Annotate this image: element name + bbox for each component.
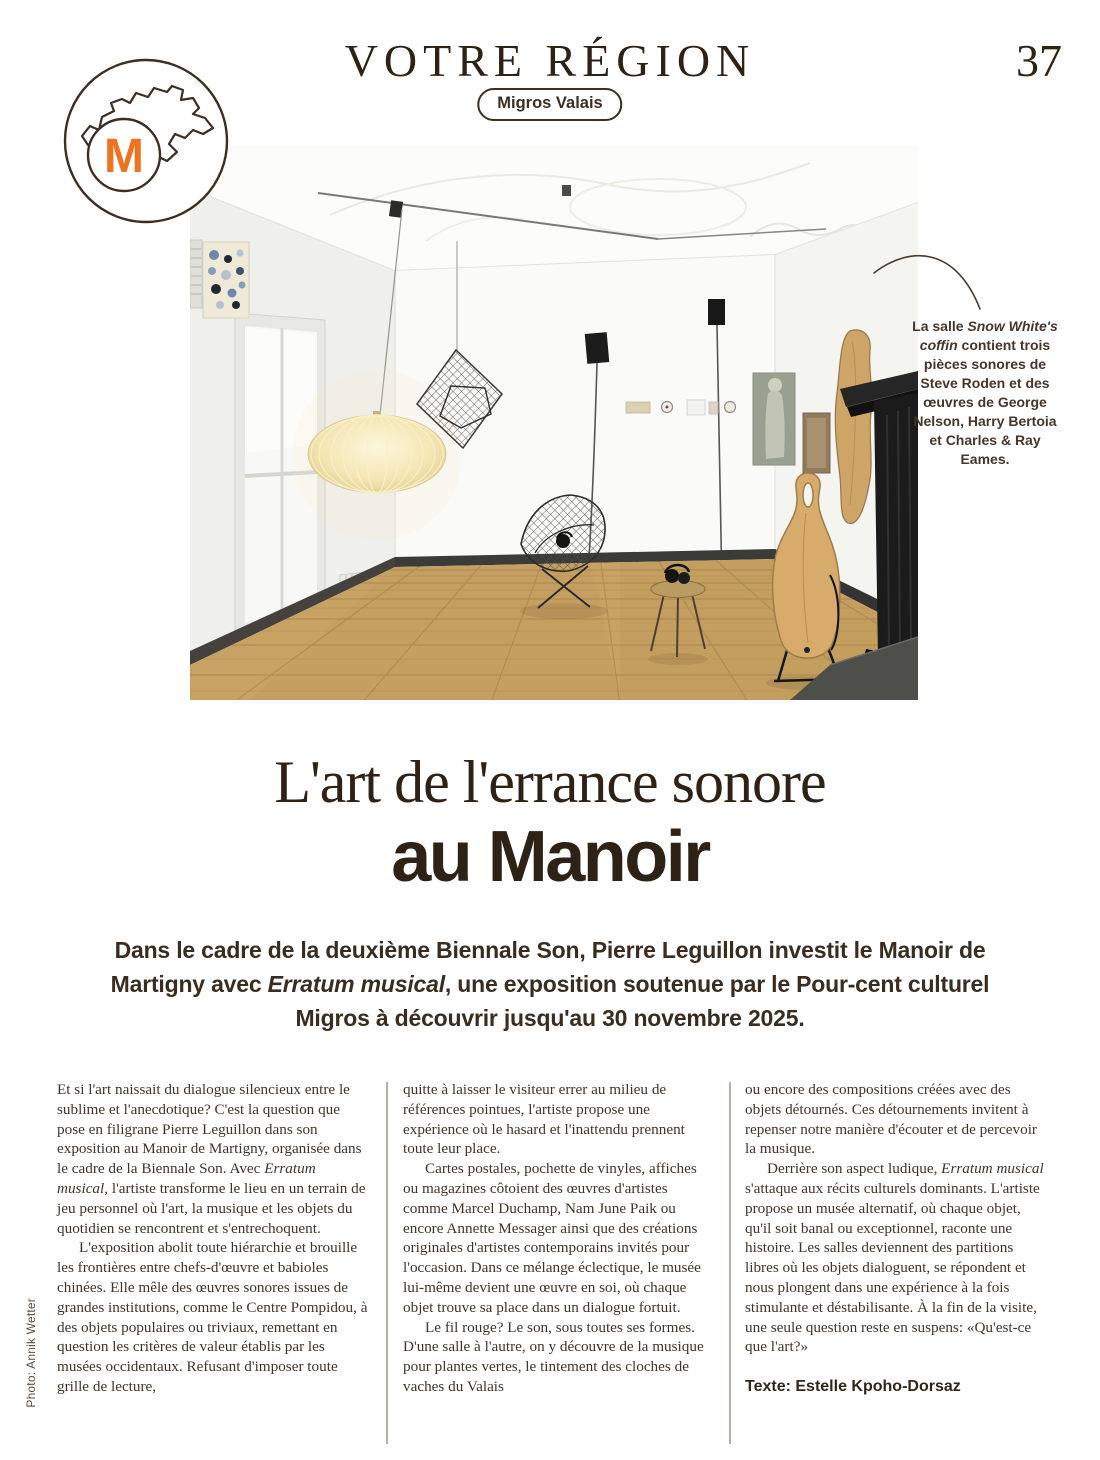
headline-bold: au Manoir — [391, 817, 709, 897]
dot-artwork — [190, 240, 249, 318]
caption-pointer-line — [868, 243, 998, 323]
paragraph: ou encore des compositions créées avec des objets détournés. Ces détournements invitent à repenser notre manière d'écouter et de percevoir la musique. — [745, 1081, 1037, 1158]
paragraph: Le fil rouge? Le son, sous toutes ses formes. D'une salle à l'autre, on y découvre de la musique pour plantes vertes, le tintement des cloches de vaches du Valais — [403, 1318, 704, 1395]
paragraph: Derrière son aspect ludique, Erratum musical s'attaque aux récits culturels dominants. L'artiste propose un musée alternatif, où chaque objet, qu'il soit banal ou exceptionnel, raconte une histoire. Les salles deviennent des partitions libres où les objets dialoguent, se répondent et nous plongent dans une expérience à la fois stimulante et déstabilisante. À la fin de la visite, une seule question reste en suspens: «Qu'est-ce que l'art?» — [745, 1160, 1044, 1356]
column-rule-1 — [386, 1082, 388, 1444]
migros-region-logo — [62, 57, 230, 225]
column-rule-2 — [729, 1082, 731, 1444]
small-frame — [803, 413, 830, 473]
portrait-picture — [753, 373, 795, 465]
lead-paragraph: Dans le cadre de la deuxième Biennale Son, Pierre Leguillon investit le Manoir de Martigny avec Erratum musical, une exposition soutenue par le Pour-cent culturel Migros à découvrir jusqu'au 30 novembre 2025. — [110, 937, 990, 1031]
logo-m-letter: M — [104, 130, 144, 183]
article-column-3 — [745, 1080, 1048, 1397]
paragraph: Cartes postales, pochette de vinyles, affiches ou magazines côtoient des œuvres d'artistes comme Marcel Duchamp, Nam June Paik ou encore Annette Messager ainsi que des créations originales d'artistes contemporains invités pour l'occasion. Dans ce mélange éclectique, le musée lui-même devient une œuvre en soi, où chaque objet trouve sa place dans un dialogue fortuit. — [403, 1160, 701, 1316]
photo-credit: Photo: Annik Wetter — [24, 1298, 38, 1408]
article-byline: Texte: Estelle Kpoho-Dorsaz — [745, 1378, 961, 1396]
paragraph: L'exposition abolit toute hiérarchie et brouille les frontières entre chefs-d'œuvre et babioles chinées. Elle mêle des œuvres sonores issues de grandes institutions, comme le Centre Pompidou, à des objets populaires ou triviaux, remettant en question les critères de valeur établis par les musées occidentaux. Refusant d'imposer toute grille de lecture, — [57, 1239, 368, 1395]
photo-caption: La salle Snow White's coffin contient trois pièces sonores de Steve Roden et des œuvres de George Nelson, Harry Bertoia et Charles & Ray Eames. — [912, 318, 1058, 467]
masthead-badge: Migros Valais — [477, 88, 622, 121]
article-column-2 — [403, 1080, 715, 1397]
paragraph: quitte à laisser le visiteur errer au milieu de références pointues, l'artiste propose une expérience où le hasard et l'inattendu prennent toute leur place. — [403, 1081, 685, 1158]
article-column-1 — [57, 1080, 370, 1397]
page-number: 37 — [1016, 35, 1062, 86]
wood-wall-sculpture — [835, 330, 872, 524]
masthead-section-title: VOTRE RÉGION — [344, 35, 756, 86]
headline-serif: L'art de l'errance sonore — [274, 749, 826, 815]
paragraph: Et si l'art naissait du dialogue silencieux entre le sublime et l'anecdotique? C'est la question que pose en filigrane Pierre Leguillon dans son exposition au Manoir de Martigny, organisée dans le cadre de la Biennale Son. Avec Erratum musical, l'artiste transforme le lieu en un terrain de jeu personnel où l'art, la musique et les objets du quotidien se rencontrent et s'entrechoquent. — [57, 1081, 366, 1237]
gallery-photo — [190, 145, 918, 700]
